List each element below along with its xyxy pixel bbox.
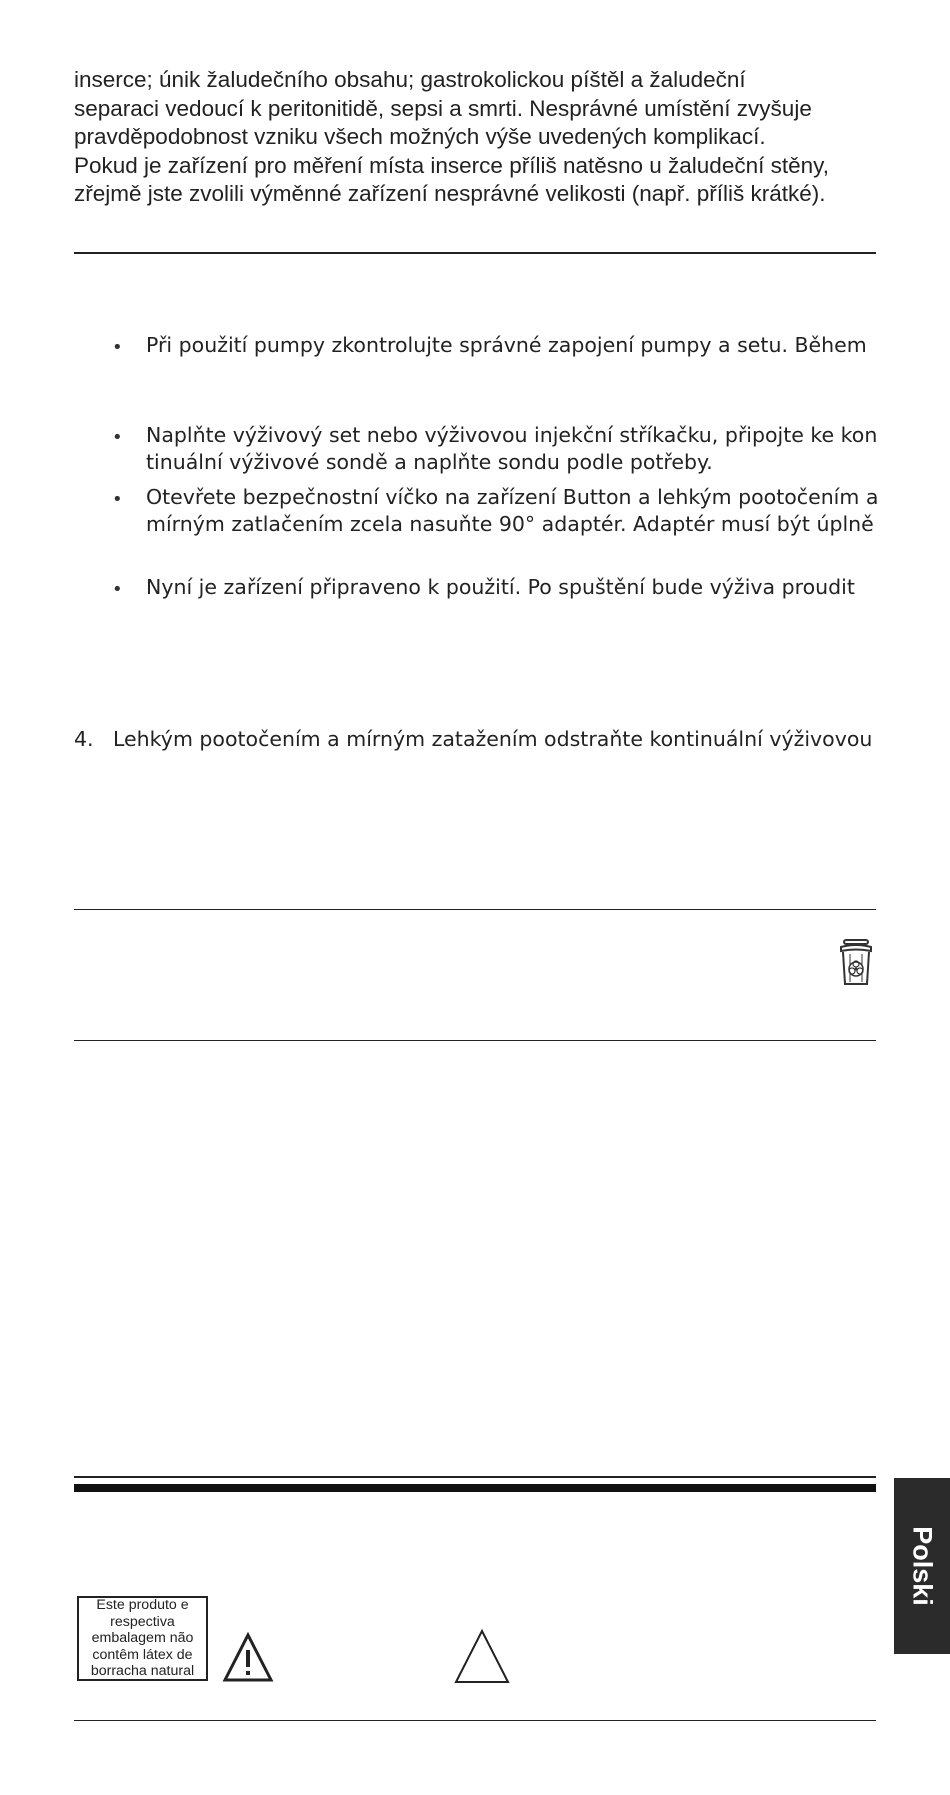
language-tab-label: Polski [907,1526,938,1606]
latex-free-notice-text: Este produto e respectiva embalagem não contêm látex de borracha natural [90,1597,195,1680]
bullet-line: Nyní je zařízení připraveno k použití. Po spuštění bude výživa proudit [146,575,855,599]
bullet-marker: • [112,489,123,510]
bullet-item [146,422,877,476]
bullet-item [146,574,855,601]
bullet-item [146,484,878,538]
intro-line: separaci vedoucí k peritonitidě, sepsi a smrti. Nesprávné umístění zvyšuje [74,95,812,121]
bullet-line: tinuální výživové sondě a naplňte sondu podle potřeby. [146,450,713,474]
language-tab [894,1478,950,1654]
warning-exclamation-icon [222,1632,274,1684]
thick-divider [74,1484,876,1492]
bullet-marker: • [112,337,123,358]
bullet-line: mírným zatlačením zcela nasuňte 90° adaptér. Adaptér musí být úplně [146,512,874,536]
divider [74,1476,876,1478]
bullet-marker: • [112,579,123,600]
bullet-marker: • [112,427,123,448]
intro-line: inserce; únik žaludečního obsahu; gastrokolickou píštěl a žaludeční [74,67,746,92]
step-text: Lehkým pootočením a mírným zatažením odstraňte kontinuální výživovou [113,727,873,751]
bullet-line: Otevřete bezpečnostní víčko na zařízení Button a lehkým pootočením a [146,485,879,509]
bullet-line: Při použití pumpy zkontrolujte správné zapojení pumpy a setu. Během [146,333,867,357]
divider [74,1040,876,1041]
biohazard-disposal-icon [838,938,874,988]
intro-line: Pokud je zařízení pro měření místa inserce příliš natěsno u žaludeční stěny, [74,152,829,178]
bullet-line: Naplňte výživový set nebo výživovou injekční stříkačku, připojte ke kon [146,423,878,447]
divider [74,1720,876,1721]
caution-triangle-icon [453,1628,511,1686]
step-number: 4. [74,727,94,751]
intro-line: pravděpodobnost vzniku všech možných výše uvedených komplikací. [74,124,766,149]
intro-paragraph [74,66,884,209]
intro-line: zřejmě jste zvolili výměnné zařízení nesprávné velikosti (např. příliš krátké). [74,181,826,206]
latex-free-notice [77,1596,208,1681]
divider [74,252,876,254]
divider [74,909,876,910]
bullet-item [146,332,867,359]
